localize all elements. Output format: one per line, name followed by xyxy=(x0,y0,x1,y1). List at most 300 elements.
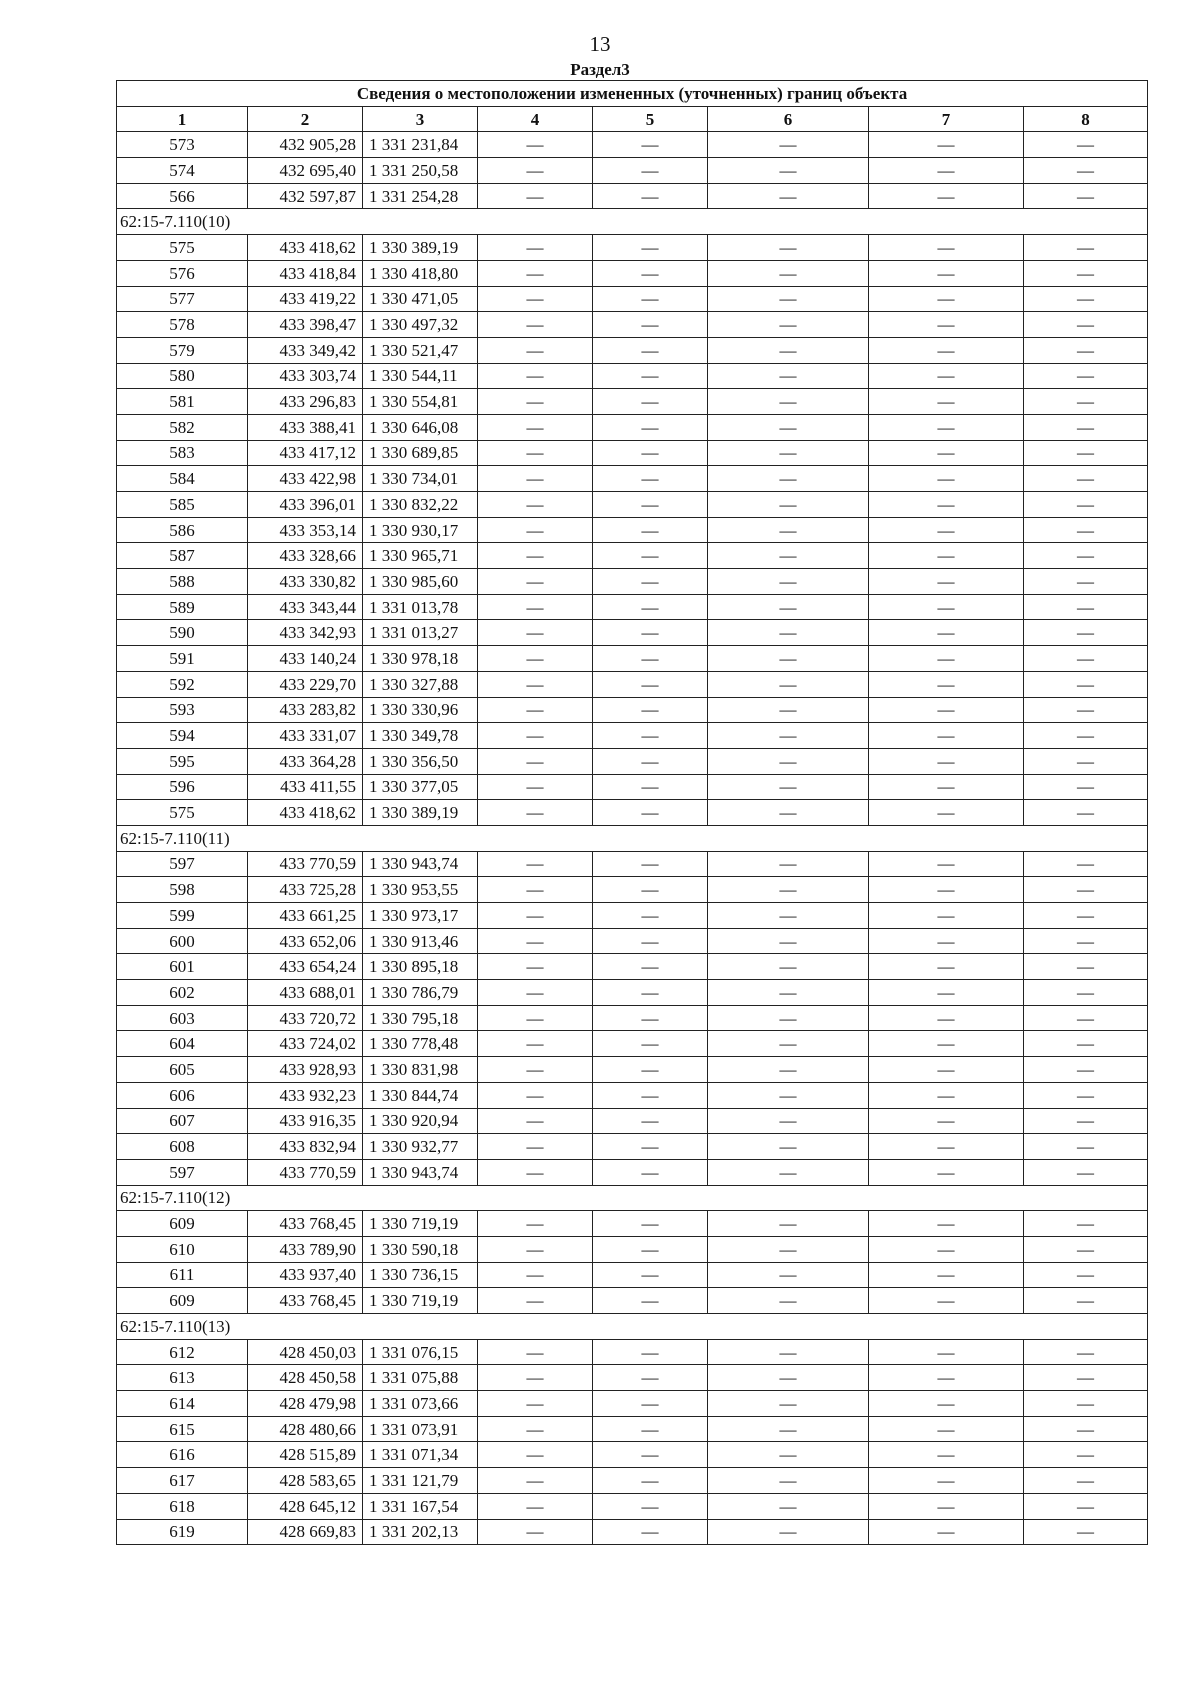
empty-dash-cell: — xyxy=(478,954,593,980)
empty-dash-cell: — xyxy=(869,312,1024,338)
table-caption-row xyxy=(117,81,1148,107)
table-row xyxy=(117,851,1148,877)
point-number-cell: 590 xyxy=(117,620,248,646)
table-row xyxy=(117,389,1148,415)
x-coordinate-cell: 433 768,45 xyxy=(248,1288,363,1314)
point-number-cell: 599 xyxy=(117,903,248,929)
y-coordinate-cell: 1 331 013,78 xyxy=(363,594,478,620)
empty-dash-cell: — xyxy=(1024,980,1148,1006)
empty-dash-cell: — xyxy=(478,158,593,184)
empty-dash-cell: — xyxy=(478,1108,593,1134)
point-number-cell: 619 xyxy=(117,1519,248,1545)
point-number-cell: 579 xyxy=(117,337,248,363)
table-row xyxy=(117,748,1148,774)
empty-dash-cell: — xyxy=(593,723,708,749)
table-row xyxy=(117,440,1148,466)
empty-dash-cell: — xyxy=(869,671,1024,697)
point-number-cell: 597 xyxy=(117,851,248,877)
table-row xyxy=(117,543,1148,569)
point-number-cell: 587 xyxy=(117,543,248,569)
table-row xyxy=(117,466,1148,492)
empty-dash-cell: — xyxy=(708,466,869,492)
empty-dash-cell: — xyxy=(478,543,593,569)
empty-dash-cell: — xyxy=(1024,748,1148,774)
empty-dash-cell: — xyxy=(708,851,869,877)
empty-dash-cell: — xyxy=(478,748,593,774)
empty-dash-cell: — xyxy=(708,1365,869,1391)
empty-dash-cell: — xyxy=(478,877,593,903)
empty-dash-cell: — xyxy=(869,1339,1024,1365)
table-body xyxy=(117,132,1148,1545)
table-row xyxy=(117,671,1148,697)
empty-dash-cell: — xyxy=(478,569,593,595)
y-coordinate-cell: 1 330 778,48 xyxy=(363,1031,478,1057)
x-coordinate-cell: 428 583,65 xyxy=(248,1468,363,1494)
x-coordinate-cell: 433 353,14 xyxy=(248,517,363,543)
x-coordinate-cell: 432 597,87 xyxy=(248,183,363,209)
table-row xyxy=(117,158,1148,184)
empty-dash-cell: — xyxy=(869,337,1024,363)
empty-dash-cell: — xyxy=(708,132,869,158)
empty-dash-cell: — xyxy=(708,620,869,646)
empty-dash-cell: — xyxy=(593,1391,708,1417)
y-coordinate-cell: 1 331 202,13 xyxy=(363,1519,478,1545)
empty-dash-cell: — xyxy=(593,1236,708,1262)
table-row xyxy=(117,1468,1148,1494)
empty-dash-cell: — xyxy=(869,286,1024,312)
empty-dash-cell: — xyxy=(869,158,1024,184)
empty-dash-cell: — xyxy=(708,312,869,338)
empty-dash-cell: — xyxy=(708,1391,869,1417)
empty-dash-cell: — xyxy=(708,517,869,543)
y-coordinate-cell: 1 331 076,15 xyxy=(363,1339,478,1365)
empty-dash-cell: — xyxy=(478,1057,593,1083)
empty-dash-cell: — xyxy=(708,928,869,954)
empty-dash-cell: — xyxy=(708,748,869,774)
x-coordinate-cell: 433 770,59 xyxy=(248,851,363,877)
table-header-row xyxy=(117,106,1148,132)
empty-dash-cell: — xyxy=(593,363,708,389)
x-coordinate-cell: 433 328,66 xyxy=(248,543,363,569)
y-coordinate-cell: 1 330 327,88 xyxy=(363,671,478,697)
empty-dash-cell: — xyxy=(1024,1519,1148,1545)
empty-dash-cell: — xyxy=(1024,1262,1148,1288)
point-number-cell: 605 xyxy=(117,1057,248,1083)
empty-dash-cell: — xyxy=(708,158,869,184)
y-coordinate-cell: 1 331 250,58 xyxy=(363,158,478,184)
empty-dash-cell: — xyxy=(478,132,593,158)
empty-dash-cell: — xyxy=(478,903,593,929)
empty-dash-cell: — xyxy=(1024,337,1148,363)
point-number-cell: 612 xyxy=(117,1339,248,1365)
empty-dash-cell: — xyxy=(1024,1416,1148,1442)
empty-dash-cell: — xyxy=(593,1057,708,1083)
empty-dash-cell: — xyxy=(1024,1082,1148,1108)
x-coordinate-cell: 433 652,06 xyxy=(248,928,363,954)
point-number-cell: 600 xyxy=(117,928,248,954)
empty-dash-cell: — xyxy=(708,1288,869,1314)
empty-dash-cell: — xyxy=(1024,183,1148,209)
empty-dash-cell: — xyxy=(869,1365,1024,1391)
empty-dash-cell: — xyxy=(593,158,708,184)
empty-dash-cell: — xyxy=(869,466,1024,492)
x-coordinate-cell: 433 770,59 xyxy=(248,1159,363,1185)
empty-dash-cell: — xyxy=(593,440,708,466)
y-coordinate-cell: 1 330 554,81 xyxy=(363,389,478,415)
table-row xyxy=(117,1082,1148,1108)
empty-dash-cell: — xyxy=(593,903,708,929)
empty-dash-cell: — xyxy=(869,620,1024,646)
point-number-cell: 575 xyxy=(117,800,248,826)
empty-dash-cell: — xyxy=(593,492,708,518)
column-header: 6 xyxy=(708,106,869,132)
table-row xyxy=(117,1442,1148,1468)
x-coordinate-cell: 428 450,03 xyxy=(248,1339,363,1365)
empty-dash-cell: — xyxy=(593,569,708,595)
empty-dash-cell: — xyxy=(478,517,593,543)
empty-dash-cell: — xyxy=(478,389,593,415)
empty-dash-cell: — xyxy=(869,1134,1024,1160)
point-number-cell: 588 xyxy=(117,569,248,595)
table-row xyxy=(117,1262,1148,1288)
empty-dash-cell: — xyxy=(478,800,593,826)
empty-dash-cell: — xyxy=(478,1082,593,1108)
empty-dash-cell: — xyxy=(1024,260,1148,286)
empty-dash-cell: — xyxy=(1024,1288,1148,1314)
point-number-cell: 603 xyxy=(117,1005,248,1031)
point-number-cell: 584 xyxy=(117,466,248,492)
empty-dash-cell: — xyxy=(869,1057,1024,1083)
table-row xyxy=(117,337,1148,363)
table-row xyxy=(117,1339,1148,1365)
y-coordinate-cell: 1 330 349,78 xyxy=(363,723,478,749)
empty-dash-cell: — xyxy=(593,646,708,672)
column-header: 5 xyxy=(593,106,708,132)
empty-dash-cell: — xyxy=(869,414,1024,440)
empty-dash-cell: — xyxy=(1024,1468,1148,1494)
point-number-cell: 593 xyxy=(117,697,248,723)
table-row xyxy=(117,646,1148,672)
empty-dash-cell: — xyxy=(593,1082,708,1108)
empty-dash-cell: — xyxy=(478,235,593,261)
point-number-cell: 594 xyxy=(117,723,248,749)
empty-dash-cell: — xyxy=(478,1262,593,1288)
x-coordinate-cell: 433 832,94 xyxy=(248,1134,363,1160)
empty-dash-cell: — xyxy=(869,517,1024,543)
point-number-cell: 617 xyxy=(117,1468,248,1494)
point-number-cell: 611 xyxy=(117,1262,248,1288)
empty-dash-cell: — xyxy=(478,671,593,697)
empty-dash-cell: — xyxy=(593,1442,708,1468)
empty-dash-cell: — xyxy=(869,1519,1024,1545)
y-coordinate-cell: 1 330 932,77 xyxy=(363,1134,478,1160)
table-row xyxy=(117,260,1148,286)
y-coordinate-cell: 1 330 377,05 xyxy=(363,774,478,800)
point-number-cell: 596 xyxy=(117,774,248,800)
table-row xyxy=(117,1391,1148,1417)
empty-dash-cell: — xyxy=(869,1442,1024,1468)
empty-dash-cell: — xyxy=(708,440,869,466)
empty-dash-cell: — xyxy=(708,697,869,723)
table-row xyxy=(117,312,1148,338)
y-coordinate-cell: 1 331 121,79 xyxy=(363,1468,478,1494)
point-number-cell: 583 xyxy=(117,440,248,466)
empty-dash-cell: — xyxy=(1024,312,1148,338)
empty-dash-cell: — xyxy=(1024,954,1148,980)
y-coordinate-cell: 1 330 389,19 xyxy=(363,800,478,826)
empty-dash-cell: — xyxy=(478,1493,593,1519)
empty-dash-cell: — xyxy=(593,132,708,158)
empty-dash-cell: — xyxy=(869,697,1024,723)
empty-dash-cell: — xyxy=(478,440,593,466)
empty-dash-cell: — xyxy=(708,363,869,389)
x-coordinate-cell: 428 515,89 xyxy=(248,1442,363,1468)
group-header-row xyxy=(117,825,1148,851)
x-coordinate-cell: 433 388,41 xyxy=(248,414,363,440)
empty-dash-cell: — xyxy=(593,1519,708,1545)
empty-dash-cell: — xyxy=(1024,800,1148,826)
table-row xyxy=(117,183,1148,209)
x-coordinate-cell: 433 364,28 xyxy=(248,748,363,774)
point-number-cell: 576 xyxy=(117,260,248,286)
page-number: 13 xyxy=(589,32,611,56)
x-coordinate-cell: 433 419,22 xyxy=(248,286,363,312)
empty-dash-cell: — xyxy=(1024,646,1148,672)
empty-dash-cell: — xyxy=(708,569,869,595)
x-coordinate-cell: 433 417,12 xyxy=(248,440,363,466)
empty-dash-cell: — xyxy=(708,1236,869,1262)
empty-dash-cell: — xyxy=(1024,851,1148,877)
x-coordinate-cell: 433 343,44 xyxy=(248,594,363,620)
empty-dash-cell: — xyxy=(869,594,1024,620)
empty-dash-cell: — xyxy=(1024,1159,1148,1185)
empty-dash-cell: — xyxy=(478,312,593,338)
y-coordinate-cell: 1 330 646,08 xyxy=(363,414,478,440)
x-coordinate-cell: 432 695,40 xyxy=(248,158,363,184)
x-coordinate-cell: 433 916,35 xyxy=(248,1108,363,1134)
empty-dash-cell: — xyxy=(593,466,708,492)
empty-dash-cell: — xyxy=(1024,158,1148,184)
empty-dash-cell: — xyxy=(1024,774,1148,800)
empty-dash-cell: — xyxy=(708,594,869,620)
point-number-cell: 591 xyxy=(117,646,248,672)
x-coordinate-cell: 433 724,02 xyxy=(248,1031,363,1057)
y-coordinate-cell: 1 330 795,18 xyxy=(363,1005,478,1031)
x-coordinate-cell: 433 418,84 xyxy=(248,260,363,286)
empty-dash-cell: — xyxy=(1024,1391,1148,1417)
empty-dash-cell: — xyxy=(708,671,869,697)
x-coordinate-cell: 433 928,93 xyxy=(248,1057,363,1083)
empty-dash-cell: — xyxy=(478,363,593,389)
empty-dash-cell: — xyxy=(869,569,1024,595)
point-number-cell: 595 xyxy=(117,748,248,774)
x-coordinate-cell: 433 789,90 xyxy=(248,1236,363,1262)
empty-dash-cell: — xyxy=(708,235,869,261)
y-coordinate-cell: 1 331 073,66 xyxy=(363,1391,478,1417)
point-number-cell: 597 xyxy=(117,1159,248,1185)
table-row xyxy=(117,1159,1148,1185)
empty-dash-cell: — xyxy=(708,646,869,672)
x-coordinate-cell: 433 725,28 xyxy=(248,877,363,903)
empty-dash-cell: — xyxy=(1024,594,1148,620)
empty-dash-cell: — xyxy=(593,877,708,903)
empty-dash-cell: — xyxy=(593,1468,708,1494)
empty-dash-cell: — xyxy=(478,1416,593,1442)
y-coordinate-cell: 1 331 013,27 xyxy=(363,620,478,646)
empty-dash-cell: — xyxy=(869,1288,1024,1314)
empty-dash-cell: — xyxy=(869,1108,1024,1134)
y-coordinate-cell: 1 330 544,11 xyxy=(363,363,478,389)
empty-dash-cell: — xyxy=(478,1339,593,1365)
empty-dash-cell: — xyxy=(478,1031,593,1057)
empty-dash-cell: — xyxy=(708,954,869,980)
x-coordinate-cell: 428 480,66 xyxy=(248,1416,363,1442)
point-number-cell: 575 xyxy=(117,235,248,261)
empty-dash-cell: — xyxy=(593,517,708,543)
point-number-cell: 602 xyxy=(117,980,248,1006)
point-number-cell: 613 xyxy=(117,1365,248,1391)
empty-dash-cell: — xyxy=(593,1288,708,1314)
y-coordinate-cell: 1 331 073,91 xyxy=(363,1416,478,1442)
empty-dash-cell: — xyxy=(708,1416,869,1442)
empty-dash-cell: — xyxy=(869,492,1024,518)
table-row xyxy=(117,286,1148,312)
table-row xyxy=(117,697,1148,723)
point-number-cell: 606 xyxy=(117,1082,248,1108)
x-coordinate-cell: 433 661,25 xyxy=(248,903,363,929)
empty-dash-cell: — xyxy=(593,1365,708,1391)
group-label: 62:15-7.110(11) xyxy=(117,825,1148,851)
y-coordinate-cell: 1 330 590,18 xyxy=(363,1236,478,1262)
column-header: 3 xyxy=(363,106,478,132)
y-coordinate-cell: 1 330 734,01 xyxy=(363,466,478,492)
empty-dash-cell: — xyxy=(593,543,708,569)
empty-dash-cell: — xyxy=(869,1391,1024,1417)
y-coordinate-cell: 1 330 389,19 xyxy=(363,235,478,261)
empty-dash-cell: — xyxy=(478,286,593,312)
table-row xyxy=(117,569,1148,595)
empty-dash-cell: — xyxy=(869,646,1024,672)
empty-dash-cell: — xyxy=(1024,363,1148,389)
empty-dash-cell: — xyxy=(1024,132,1148,158)
y-coordinate-cell: 1 330 965,71 xyxy=(363,543,478,569)
empty-dash-cell: — xyxy=(869,260,1024,286)
column-header: 2 xyxy=(248,106,363,132)
x-coordinate-cell: 433 654,24 xyxy=(248,954,363,980)
empty-dash-cell: — xyxy=(593,286,708,312)
empty-dash-cell: — xyxy=(1024,1134,1148,1160)
x-coordinate-cell: 433 283,82 xyxy=(248,697,363,723)
empty-dash-cell: — xyxy=(869,800,1024,826)
y-coordinate-cell: 1 330 978,18 xyxy=(363,646,478,672)
y-coordinate-cell: 1 330 943,74 xyxy=(363,851,478,877)
point-number-cell: 604 xyxy=(117,1031,248,1057)
empty-dash-cell: — xyxy=(593,774,708,800)
x-coordinate-cell: 433 330,82 xyxy=(248,569,363,595)
empty-dash-cell: — xyxy=(478,492,593,518)
table-row xyxy=(117,594,1148,620)
empty-dash-cell: — xyxy=(708,1339,869,1365)
empty-dash-cell: — xyxy=(708,980,869,1006)
empty-dash-cell: — xyxy=(1024,235,1148,261)
empty-dash-cell: — xyxy=(708,1442,869,1468)
empty-dash-cell: — xyxy=(593,954,708,980)
empty-dash-cell: — xyxy=(708,1493,869,1519)
empty-dash-cell: — xyxy=(1024,543,1148,569)
y-coordinate-cell: 1 330 736,15 xyxy=(363,1262,478,1288)
empty-dash-cell: — xyxy=(869,389,1024,415)
y-coordinate-cell: 1 330 913,46 xyxy=(363,928,478,954)
table-row xyxy=(117,903,1148,929)
empty-dash-cell: — xyxy=(478,620,593,646)
empty-dash-cell: — xyxy=(1024,1339,1148,1365)
y-coordinate-cell: 1 330 471,05 xyxy=(363,286,478,312)
y-coordinate-cell: 1 330 985,60 xyxy=(363,569,478,595)
empty-dash-cell: — xyxy=(869,235,1024,261)
empty-dash-cell: — xyxy=(1024,1057,1148,1083)
empty-dash-cell: — xyxy=(1024,697,1148,723)
point-number-cell: 610 xyxy=(117,1236,248,1262)
y-coordinate-cell: 1 331 071,34 xyxy=(363,1442,478,1468)
x-coordinate-cell: 428 479,98 xyxy=(248,1391,363,1417)
table-row xyxy=(117,1031,1148,1057)
group-header-row xyxy=(117,1314,1148,1340)
empty-dash-cell: — xyxy=(593,337,708,363)
y-coordinate-cell: 1 330 418,80 xyxy=(363,260,478,286)
empty-dash-cell: — xyxy=(478,646,593,672)
table-caption: Сведения о местоположении измененных (уточненных) границ объекта xyxy=(117,81,1148,107)
y-coordinate-cell: 1 330 832,22 xyxy=(363,492,478,518)
x-coordinate-cell: 433 229,70 xyxy=(248,671,363,697)
column-header: 8 xyxy=(1024,106,1148,132)
empty-dash-cell: — xyxy=(478,1159,593,1185)
empty-dash-cell: — xyxy=(708,543,869,569)
y-coordinate-cell: 1 330 330,96 xyxy=(363,697,478,723)
x-coordinate-cell: 433 411,55 xyxy=(248,774,363,800)
column-header: 4 xyxy=(478,106,593,132)
empty-dash-cell: — xyxy=(869,1005,1024,1031)
point-number-cell: 582 xyxy=(117,414,248,440)
empty-dash-cell: — xyxy=(708,1159,869,1185)
empty-dash-cell: — xyxy=(593,183,708,209)
empty-dash-cell: — xyxy=(593,1493,708,1519)
x-coordinate-cell: 433 422,98 xyxy=(248,466,363,492)
empty-dash-cell: — xyxy=(593,851,708,877)
empty-dash-cell: — xyxy=(708,1134,869,1160)
y-coordinate-cell: 1 330 719,19 xyxy=(363,1211,478,1237)
empty-dash-cell: — xyxy=(1024,517,1148,543)
x-coordinate-cell: 428 645,12 xyxy=(248,1493,363,1519)
point-number-cell: 573 xyxy=(117,132,248,158)
empty-dash-cell: — xyxy=(869,748,1024,774)
empty-dash-cell: — xyxy=(869,440,1024,466)
table-row xyxy=(117,928,1148,954)
empty-dash-cell: — xyxy=(593,260,708,286)
empty-dash-cell: — xyxy=(593,1108,708,1134)
empty-dash-cell: — xyxy=(869,1236,1024,1262)
group-label: 62:15-7.110(12) xyxy=(117,1185,1148,1211)
empty-dash-cell: — xyxy=(478,1005,593,1031)
point-number-cell: 607 xyxy=(117,1108,248,1134)
x-coordinate-cell: 433 932,23 xyxy=(248,1082,363,1108)
empty-dash-cell: — xyxy=(1024,466,1148,492)
empty-dash-cell: — xyxy=(1024,414,1148,440)
empty-dash-cell: — xyxy=(478,1134,593,1160)
empty-dash-cell: — xyxy=(708,1005,869,1031)
point-number-cell: 609 xyxy=(117,1211,248,1237)
empty-dash-cell: — xyxy=(593,1005,708,1031)
y-coordinate-cell: 1 330 719,19 xyxy=(363,1288,478,1314)
